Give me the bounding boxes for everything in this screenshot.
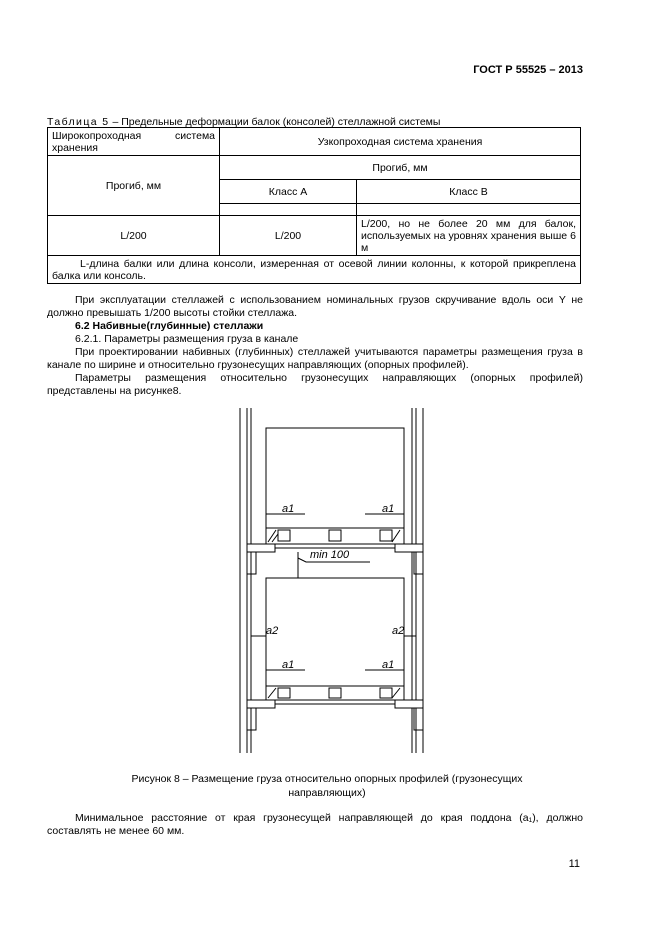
figure-caption-line1: Рисунок 8 – Размещение груза относительно опорных профилей (грузонесущих (131, 773, 523, 785)
figure-caption-line2: направляющих) (288, 787, 366, 799)
class-a-header: Класс А (220, 180, 357, 204)
value-wide-aisle: L/200 (48, 216, 220, 256)
figure-caption (47, 772, 607, 800)
subheader-deflection: Прогиб, мм (220, 156, 581, 180)
paragraph-min-distance: Минимальное расстояние от края грузонесущей направляющей до края поддона (a₁), должно составлять не менее 60 мм. (47, 812, 583, 838)
header-narrow-aisle: Узкопроходная система хранения (220, 128, 581, 156)
page-number: 11 (568, 858, 580, 870)
label-a2-left: a2 (266, 625, 279, 637)
empty-cell (357, 204, 581, 216)
value-class-b: L/200, но не более 20 мм для балок, используемых на уровнях хранения выше 6 м (357, 216, 581, 256)
standard-header: ГОСТ Р 55525 – 2013 (473, 64, 583, 76)
value-class-a: L/200 (220, 216, 357, 256)
paragraph-twist: При эксплуатации стеллажей с использованием номинальных грузов скручивание вдоль оси Y не должно превышать 1/200 высоты стойки стеллажа. (47, 294, 583, 320)
section-title: 6.2 Набивные(глубинные) стеллажи (75, 320, 264, 332)
class-b-header: Класс В (357, 180, 581, 204)
figure-8-drawing (230, 408, 440, 753)
header-wide-aisle: Широкопроходная система хранения (48, 128, 220, 156)
table-caption-text: – Предельные деформации балок (консолей) стеллажной системы (109, 116, 441, 128)
label-min-100: min 100 (310, 549, 350, 561)
label-a1-lower-right: a1 (382, 659, 395, 671)
label-a1-left: a1 (282, 503, 295, 515)
table-caption-label: Таблица 5 (47, 116, 110, 128)
paragraph-parameters: Параметры размещения относительно грузонесущих направляющих (опорных профилей) представлены на рисунке8. (47, 372, 583, 398)
label-a2-right: a2 (392, 625, 405, 637)
deformation-table (47, 127, 581, 284)
label-a1-lower-left: a1 (282, 659, 295, 671)
table-note: L-длина балки или длина консоли, измеренная от осевой линии колонны, к которой прикреплена балка или консоль. (48, 256, 581, 284)
subsection-title: 6.2.1. Параметры размещения груза в канале (75, 333, 299, 345)
label-a1-right: a1 (382, 503, 395, 515)
paragraph-design: При проектировании набивных (глубинных) стеллажей учитываются параметры размещения груза в канале по ширине и относительно грузонесущих направляющих (опорных профилей). (47, 346, 583, 372)
row-label-deflection: Прогиб, мм (48, 156, 220, 216)
empty-cell (220, 204, 357, 216)
